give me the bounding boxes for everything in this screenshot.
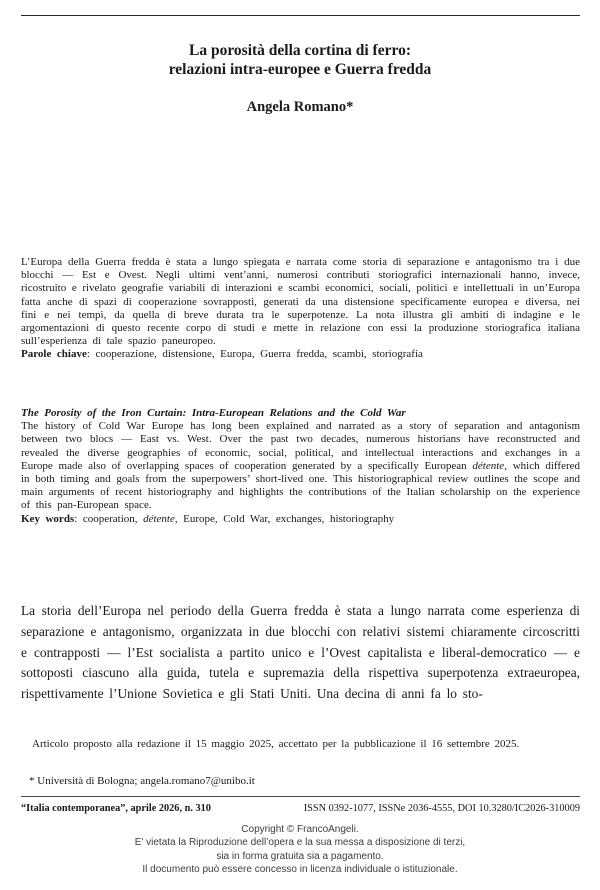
keywords-english-italic: détente (143, 512, 175, 525)
article-title-line1: La porosità della cortina di ferro: (188, 42, 411, 59)
copyright-line1: Copyright © FrancoAngeli. (241, 824, 359, 835)
abstract-english (21, 407, 580, 526)
abstract-english-text-part2: , which differed in both timing and goals from the superpowers’ short-lived one. This historiographical review outlines the scope and main arguments of recent historiography and highlights the contributions of the Italian scholarship on the experience of this pan-European space. (21, 459, 580, 512)
copyright-line2: E' vietata la Riproduzione dell’opera e la sua messa a disposizione di terzi, (134, 837, 466, 849)
keywords-english-label: Key words (21, 512, 75, 525)
keywords-italian-label: Parole chiave (21, 348, 87, 361)
footnote-affiliation: * Università di Bologna; angela.romano7@unibo.it (29, 775, 255, 787)
copyright-line3: sia in forma gratuita sia a pagamento. (216, 850, 384, 862)
keywords-italian-list: : cooperazione, distensione, Europa, Guerra fredda, scambi, storiografia (86, 348, 423, 361)
copyright-line4: Il documento può essere concesso in licenza individuale o istituzionale. (142, 864, 458, 876)
abstract-italian-text: L’Europa della Guerra fredda è stata a lungo spiegata e narrata come storia di separazione e antagonismo tra i due blocchi — Est e Ovest. Negli ultimi vent’anni, numerosi contributi storiografici internazionali hanno, invece, ricostruito e rivelato geografie variabili di interazioni e scambi economici, sociali, politici e intellettuali in un’Europa fatta anche di spazi di cooperazione sovrapposti, generati da una distensione specificamente europea e diversa, nei fini e nei tempi, da quella di breve durata tra le superpotenze. La nota illustra gli ambiti di indagine e le argomentazioni di questo recente corpo di studi e mette in relazione con essi la produzione storiografica italiana sull’esperienza di tale spazio paneuropeo. (21, 256, 580, 348)
keywords-english (21, 513, 580, 526)
article-title-line2: relazioni intra-europee e Guerra fredda (168, 61, 432, 78)
footnote-submission: Articolo proposto alla redazione il 15 maggio 2025, accettato per la pubblicazione il 16 settembre 2025. (32, 738, 520, 750)
abstract-english-text-part1: The history of Cold War Europe has long been explained and narrated as a story of separation and antagonism between two blocs — East vs. West. Over the past two decades, numerous historians have reconstructed and revealed the diverse geographies of economic, social, political, and intellectual interactions and exchanges in a Europe made also of overlapping spaces of cooperation generated by a specifically European (21, 420, 580, 472)
keywords-english-part2: , Europe, Cold War, exchanges, historiography (174, 512, 395, 525)
abstract-english-title: The Porosity of the Iron Curtain: Intra-European Relations and the Cold War (21, 407, 406, 419)
issn-doi-info: ISSN 0392-1077, ISSNe 2036-4555, DOI 10.3280/IC2026-310009 (303, 803, 580, 814)
keywords-english-part1: : cooperation, (74, 512, 144, 525)
footer-rule (21, 796, 580, 797)
detente-italic-term: détente (472, 459, 505, 472)
author-name: Angela Romano* (246, 99, 354, 115)
journal-issue-info: “Italia contemporanea”, aprile 2026, n. 310 (21, 803, 211, 814)
footer-journal-line (21, 803, 580, 814)
article-title (0, 41, 600, 79)
abstract-italian (21, 256, 580, 362)
top-rule (21, 15, 580, 16)
body-paragraph: La storia dell’Europa nel periodo della Guerra fredda è stata a lungo narrata come esperienza di separazione e antagonismo, organizzata in due blocchi con relativi sistemi chiaramente circoscritti e contrapposti — l’Est socialista a partito unico e l’Ovest capitalista e liberal-democratico — e sottoposti ciascuno alla guida, tutela e supremazia della rispettiva superpotenza extraeuropea, rispettivamente l’Unione Sovietica e gli Stati Uniti. Una decina di anni fa lo sto- (21, 603, 580, 702)
copyright-notice (0, 823, 600, 877)
keywords-italian (21, 348, 580, 361)
